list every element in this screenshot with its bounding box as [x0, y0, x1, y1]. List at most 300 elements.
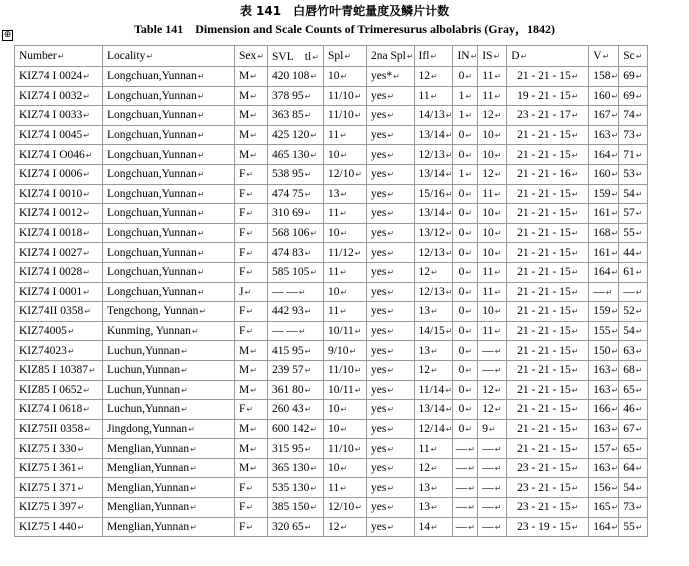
cell-svl-tl[interactable] — [268, 439, 324, 459]
cell-is[interactable] — [478, 321, 507, 341]
cell-spl[interactable] — [324, 243, 367, 263]
cell-v[interactable] — [589, 341, 619, 361]
cell-2na-spl[interactable] — [367, 419, 415, 439]
cell-d[interactable] — [507, 125, 589, 145]
cell-ifl[interactable] — [414, 67, 453, 87]
cell-d[interactable] — [507, 439, 589, 459]
cell-spl[interactable] — [324, 86, 367, 106]
cell-is[interactable] — [478, 400, 507, 420]
cell-sex[interactable] — [235, 400, 268, 420]
cell-v[interactable] — [589, 145, 619, 165]
cell-locality[interactable] — [103, 458, 235, 478]
cell-spl[interactable] — [324, 360, 367, 380]
cell-in[interactable] — [453, 67, 478, 87]
cell-in[interactable] — [453, 341, 478, 361]
cell-spl[interactable] — [324, 164, 367, 184]
cell-d[interactable] — [507, 164, 589, 184]
cell-sex[interactable] — [235, 302, 268, 322]
cell-sex[interactable] — [235, 243, 268, 263]
cell-in[interactable] — [453, 400, 478, 420]
cell-in[interactable] — [453, 204, 478, 224]
cell-is[interactable] — [478, 223, 507, 243]
cell-number[interactable] — [15, 439, 103, 459]
cell-sc[interactable] — [619, 400, 648, 420]
cell-locality[interactable] — [103, 262, 235, 282]
cell-number[interactable] — [15, 360, 103, 380]
cell-sc[interactable] — [619, 125, 648, 145]
cell-svl-tl[interactable] — [268, 262, 324, 282]
cell-value: 13/14 — [418, 168, 445, 181]
cell-sex[interactable] — [235, 106, 268, 126]
cell-number[interactable] — [15, 321, 103, 341]
cell-sex[interactable] — [235, 145, 268, 165]
cell-sex[interactable] — [235, 517, 268, 537]
cell-sex[interactable] — [235, 341, 268, 361]
cell-2na-spl[interactable] — [367, 458, 415, 478]
cell-d[interactable] — [507, 145, 589, 165]
cell-spl[interactable] — [324, 478, 367, 498]
cell-ifl[interactable] — [414, 204, 453, 224]
cell-spl[interactable] — [324, 321, 367, 341]
cell-in[interactable] — [453, 184, 478, 204]
cell-d[interactable] — [507, 184, 589, 204]
cell-number[interactable] — [15, 458, 103, 478]
cell-is[interactable] — [478, 164, 507, 184]
cell-ifl[interactable] — [414, 282, 453, 302]
cell-ifl[interactable] — [414, 498, 453, 518]
cell-locality[interactable] — [103, 86, 235, 106]
cell-end-mark-icon: ↵ — [197, 189, 205, 199]
cell-number[interactable] — [15, 341, 103, 361]
cell-svl-tl[interactable] — [268, 498, 324, 518]
cell-sc[interactable] — [619, 106, 648, 126]
cell-sc[interactable] — [619, 360, 648, 380]
cell-sc[interactable] — [619, 67, 648, 87]
cell-sc[interactable] — [619, 302, 648, 322]
cell-svl-tl[interactable] — [268, 243, 324, 263]
cell-locality[interactable] — [103, 204, 235, 224]
cell-is[interactable] — [478, 380, 507, 400]
cell-2na-spl[interactable] — [367, 478, 415, 498]
cell-d[interactable] — [507, 243, 589, 263]
cell-number[interactable] — [15, 164, 103, 184]
cell-sex[interactable] — [235, 478, 268, 498]
cell-number[interactable] — [15, 498, 103, 518]
cell-number[interactable] — [15, 282, 103, 302]
cell-d[interactable] — [507, 458, 589, 478]
cell-2na-spl[interactable] — [367, 321, 415, 341]
cell-svl-tl[interactable] — [268, 184, 324, 204]
cell-spl[interactable] — [324, 67, 367, 87]
cell-sc[interactable] — [619, 223, 648, 243]
cell-locality[interactable] — [103, 321, 235, 341]
cell-in[interactable] — [453, 478, 478, 498]
cell-d[interactable] — [507, 262, 589, 282]
cell-sex[interactable] — [235, 67, 268, 87]
cell-number[interactable] — [15, 419, 103, 439]
cell-locality[interactable] — [103, 184, 235, 204]
cell-value: 46 — [623, 403, 635, 416]
cell-ifl[interactable] — [414, 164, 453, 184]
cell-number[interactable] — [15, 223, 103, 243]
cell-2na-spl[interactable] — [367, 360, 415, 380]
table-caption — [0, 4, 689, 37]
cell-sex[interactable] — [235, 321, 268, 341]
cell-svl-tl[interactable] — [268, 380, 324, 400]
cell-in[interactable] — [453, 86, 478, 106]
cell-v[interactable] — [589, 478, 619, 498]
cell-in[interactable] — [453, 439, 478, 459]
cell-sex[interactable] — [235, 498, 268, 518]
cell-d[interactable] — [507, 67, 589, 87]
cell-ifl[interactable] — [414, 125, 453, 145]
cell-in[interactable] — [453, 360, 478, 380]
cell-d[interactable] — [507, 419, 589, 439]
cell-svl-tl[interactable] — [268, 86, 324, 106]
cell-locality[interactable] — [103, 125, 235, 145]
cell-is[interactable] — [478, 341, 507, 361]
cell-sc[interactable] — [619, 184, 648, 204]
cell-d[interactable] — [507, 517, 589, 537]
cell-ifl[interactable] — [414, 223, 453, 243]
cell-2na-spl[interactable] — [367, 341, 415, 361]
cell-sex[interactable] — [235, 458, 268, 478]
cell-svl-tl[interactable] — [268, 302, 324, 322]
cell-ifl[interactable] — [414, 517, 453, 537]
cell-v[interactable] — [589, 458, 619, 478]
cell-svl-tl[interactable] — [268, 145, 324, 165]
cell-ifl[interactable] — [414, 243, 453, 263]
cell-spl[interactable] — [324, 262, 367, 282]
cell-d[interactable] — [507, 302, 589, 322]
cell-spl[interactable] — [324, 439, 367, 459]
cell-ifl[interactable] — [414, 360, 453, 380]
cell-2na-spl[interactable] — [367, 380, 415, 400]
cell-spl[interactable] — [324, 458, 367, 478]
cell-number[interactable] — [15, 380, 103, 400]
cell-in[interactable] — [453, 302, 478, 322]
cell-ifl[interactable] — [414, 262, 453, 282]
cell-in[interactable] — [453, 262, 478, 282]
cell-in[interactable] — [453, 419, 478, 439]
cell-v[interactable] — [589, 439, 619, 459]
cell-value: yes — [371, 481, 387, 494]
cell-in[interactable] — [453, 106, 478, 126]
cell-v[interactable] — [589, 243, 619, 263]
cell-is[interactable] — [478, 419, 507, 439]
cell-spl[interactable] — [324, 498, 367, 518]
cell-v[interactable] — [589, 223, 619, 243]
cell-spl[interactable] — [324, 223, 367, 243]
cell-2na-spl[interactable] — [367, 164, 415, 184]
cell-is[interactable] — [478, 282, 507, 302]
cell-in[interactable] — [453, 164, 478, 184]
cell-sex[interactable] — [235, 204, 268, 224]
cell-in[interactable] — [453, 145, 478, 165]
cell-2na-spl[interactable] — [367, 498, 415, 518]
cell-sex[interactable] — [235, 125, 268, 145]
cell-number[interactable] — [15, 262, 103, 282]
cell-in[interactable] — [453, 517, 478, 537]
cell-svl-tl[interactable] — [268, 478, 324, 498]
cell-locality[interactable] — [103, 380, 235, 400]
cell-number[interactable] — [15, 86, 103, 106]
cell-sex[interactable] — [235, 360, 268, 380]
cell-value: Kunming, Yunnan — [107, 325, 191, 338]
cell-2na-spl[interactable] — [367, 223, 415, 243]
cell-sc[interactable] — [619, 517, 648, 537]
cell-sex[interactable] — [235, 86, 268, 106]
cell-ifl[interactable] — [414, 321, 453, 341]
cell-number[interactable] — [15, 106, 103, 126]
cell-spl[interactable] — [324, 341, 367, 361]
cell-locality[interactable] — [103, 223, 235, 243]
cell-in[interactable] — [453, 125, 478, 145]
cell-sc[interactable] — [619, 86, 648, 106]
cell-2na-spl[interactable] — [367, 302, 415, 322]
cell-d[interactable] — [507, 204, 589, 224]
cell-sc[interactable] — [619, 282, 648, 302]
cell-d[interactable] — [507, 86, 589, 106]
cell-spl[interactable] — [324, 204, 367, 224]
cell-locality[interactable] — [103, 164, 235, 184]
cell-is[interactable] — [478, 458, 507, 478]
cell-number[interactable] — [15, 243, 103, 263]
cell-sc[interactable] — [619, 341, 648, 361]
cell-svl-tl[interactable] — [268, 204, 324, 224]
cell-v[interactable] — [589, 204, 619, 224]
cell-v[interactable] — [589, 67, 619, 87]
cell-spl[interactable] — [324, 106, 367, 126]
cell-sc[interactable] — [619, 380, 648, 400]
cell-number[interactable] — [15, 145, 103, 165]
cell-2na-spl[interactable] — [367, 106, 415, 126]
cell-number[interactable] — [15, 67, 103, 87]
cell-in[interactable] — [453, 498, 478, 518]
cell-spl[interactable] — [324, 302, 367, 322]
cell-2na-spl[interactable] — [367, 517, 415, 537]
cell-locality[interactable] — [103, 439, 235, 459]
cell-value: yes — [371, 442, 387, 455]
cell-v[interactable] — [589, 419, 619, 439]
cell-value: 0 — [458, 403, 465, 416]
cell-is[interactable] — [478, 498, 507, 518]
cell-v[interactable] — [589, 262, 619, 282]
cell-ifl[interactable] — [414, 458, 453, 478]
cell-sc[interactable] — [619, 439, 648, 459]
cell-locality[interactable] — [103, 478, 235, 498]
cell-v[interactable] — [589, 86, 619, 106]
cell-value: KIZ74II 0358 — [19, 305, 84, 318]
cell-ifl[interactable] — [414, 184, 453, 204]
cell-sc[interactable] — [619, 458, 648, 478]
cell-end-mark-icon: ↵ — [387, 189, 395, 199]
cell-sc[interactable] — [619, 419, 648, 439]
cell-d[interactable] — [507, 223, 589, 243]
cell-d[interactable] — [507, 341, 589, 361]
cell-2na-spl[interactable] — [367, 86, 415, 106]
cell-ifl[interactable] — [414, 380, 453, 400]
cell-ifl[interactable] — [414, 419, 453, 439]
cell-sc[interactable] — [619, 164, 648, 184]
cell-is[interactable] — [478, 106, 507, 126]
cell-sc[interactable] — [619, 478, 648, 498]
cell-2na-spl[interactable] — [367, 400, 415, 420]
cell-d[interactable] — [507, 498, 589, 518]
cell-ifl[interactable] — [414, 478, 453, 498]
cell-v[interactable] — [589, 360, 619, 380]
cell-d[interactable] — [507, 360, 589, 380]
cell-number[interactable] — [15, 400, 103, 420]
cell-locality[interactable] — [103, 145, 235, 165]
cell-ifl[interactable] — [414, 145, 453, 165]
cell-v[interactable] — [589, 282, 619, 302]
cell-ifl[interactable] — [414, 106, 453, 126]
cell-locality[interactable] — [103, 106, 235, 126]
table-move-handle-icon[interactable]: ⊕ — [3, 30, 12, 40]
cell-sex[interactable] — [235, 184, 268, 204]
cell-locality[interactable] — [103, 498, 235, 518]
cell-is[interactable] — [478, 67, 507, 87]
cell-d[interactable] — [507, 106, 589, 126]
cell-svl-tl[interactable] — [268, 419, 324, 439]
cell-is[interactable] — [478, 204, 507, 224]
cell-svl-tl[interactable] — [268, 125, 324, 145]
cell-locality[interactable] — [103, 400, 235, 420]
cell-v[interactable] — [589, 184, 619, 204]
cell-is[interactable] — [478, 262, 507, 282]
cell-2na-spl[interactable] — [367, 282, 415, 302]
cell-svl-tl[interactable] — [268, 282, 324, 302]
cell-is[interactable] — [478, 184, 507, 204]
cell-svl-tl[interactable] — [268, 458, 324, 478]
cell-locality[interactable] — [103, 302, 235, 322]
cell-in[interactable] — [453, 243, 478, 263]
cell-svl-tl[interactable] — [268, 223, 324, 243]
cell-is[interactable] — [478, 439, 507, 459]
cell-spl[interactable] — [324, 400, 367, 420]
cell-sex[interactable] — [235, 419, 268, 439]
cell-svl-tl[interactable] — [268, 517, 324, 537]
cell-svl-tl[interactable] — [268, 67, 324, 87]
cell-v[interactable] — [589, 498, 619, 518]
cell-2na-spl[interactable] — [367, 204, 415, 224]
cell-in[interactable] — [453, 223, 478, 243]
cell-v[interactable] — [589, 321, 619, 341]
cell-sc[interactable] — [619, 243, 648, 263]
cell-v[interactable] — [589, 106, 619, 126]
cell-svl-tl[interactable] — [268, 164, 324, 184]
cell-sc[interactable] — [619, 321, 648, 341]
cell-v[interactable] — [589, 164, 619, 184]
cell-d[interactable] — [507, 321, 589, 341]
cell-number[interactable] — [15, 204, 103, 224]
cell-sc[interactable] — [619, 498, 648, 518]
cell-ifl[interactable] — [414, 341, 453, 361]
cell-is[interactable] — [478, 125, 507, 145]
cell-ifl[interactable] — [414, 86, 453, 106]
cell-locality[interactable] — [103, 282, 235, 302]
cell-spl[interactable] — [324, 145, 367, 165]
cell-svl-tl[interactable] — [268, 360, 324, 380]
cell-is[interactable] — [478, 86, 507, 106]
cell-spl[interactable] — [324, 184, 367, 204]
cell-number[interactable] — [15, 125, 103, 145]
cell-in[interactable] — [453, 380, 478, 400]
cell-d[interactable] — [507, 282, 589, 302]
cell-locality[interactable] — [103, 67, 235, 87]
cell-svl-tl[interactable] — [268, 321, 324, 341]
cell-in[interactable] — [453, 321, 478, 341]
cell-end-mark-icon: ↵ — [387, 405, 395, 415]
cell-svl-tl[interactable] — [268, 400, 324, 420]
cell-spl[interactable] — [324, 517, 367, 537]
cell-sc[interactable] — [619, 262, 648, 282]
cell-2na-spl[interactable] — [367, 184, 415, 204]
cell-sex[interactable] — [235, 439, 268, 459]
cell-2na-spl[interactable] — [367, 67, 415, 87]
cell-svl-tl[interactable] — [268, 341, 324, 361]
cell-locality[interactable] — [103, 517, 235, 537]
cell-is[interactable] — [478, 243, 507, 263]
cell-v[interactable] — [589, 517, 619, 537]
cell-in[interactable] — [453, 282, 478, 302]
cell-number[interactable] — [15, 478, 103, 498]
cell-ifl[interactable] — [414, 302, 453, 322]
cell-is[interactable] — [478, 360, 507, 380]
cell-number[interactable] — [15, 184, 103, 204]
cell-spl[interactable] — [324, 125, 367, 145]
cell-sex[interactable] — [235, 223, 268, 243]
cell-sc[interactable] — [619, 204, 648, 224]
cell-number[interactable] — [15, 302, 103, 322]
cell-is[interactable] — [478, 517, 507, 537]
cell-spl[interactable] — [324, 282, 367, 302]
cell-number[interactable] — [15, 517, 103, 537]
cell-is[interactable] — [478, 302, 507, 322]
cell-ifl[interactable] — [414, 439, 453, 459]
cell-locality[interactable] — [103, 243, 235, 263]
cell-sc[interactable] — [619, 145, 648, 165]
cell-is[interactable] — [478, 145, 507, 165]
cell-2na-spl[interactable] — [367, 125, 415, 145]
cell-2na-spl[interactable] — [367, 262, 415, 282]
cell-v[interactable] — [589, 380, 619, 400]
cell-in[interactable] — [453, 458, 478, 478]
cell-locality[interactable] — [103, 419, 235, 439]
cell-is[interactable] — [478, 478, 507, 498]
cell-2na-spl[interactable] — [367, 145, 415, 165]
cell-d[interactable] — [507, 478, 589, 498]
cell-2na-spl[interactable] — [367, 439, 415, 459]
cell-locality[interactable] — [103, 360, 235, 380]
cell-svl-tl[interactable] — [268, 106, 324, 126]
cell-sex[interactable] — [235, 380, 268, 400]
cell-sex[interactable] — [235, 262, 268, 282]
cell-spl[interactable] — [324, 419, 367, 439]
cell-d[interactable] — [507, 400, 589, 420]
cell-ifl[interactable] — [414, 400, 453, 420]
cell-spl[interactable] — [324, 380, 367, 400]
cell-sex[interactable] — [235, 282, 268, 302]
cell-v[interactable] — [589, 400, 619, 420]
cell-locality[interactable] — [103, 341, 235, 361]
cell-d[interactable] — [507, 380, 589, 400]
cell-v[interactable] — [589, 125, 619, 145]
cell-2na-spl[interactable] — [367, 243, 415, 263]
cell-sex[interactable] — [235, 164, 268, 184]
cell-v[interactable] — [589, 302, 619, 322]
